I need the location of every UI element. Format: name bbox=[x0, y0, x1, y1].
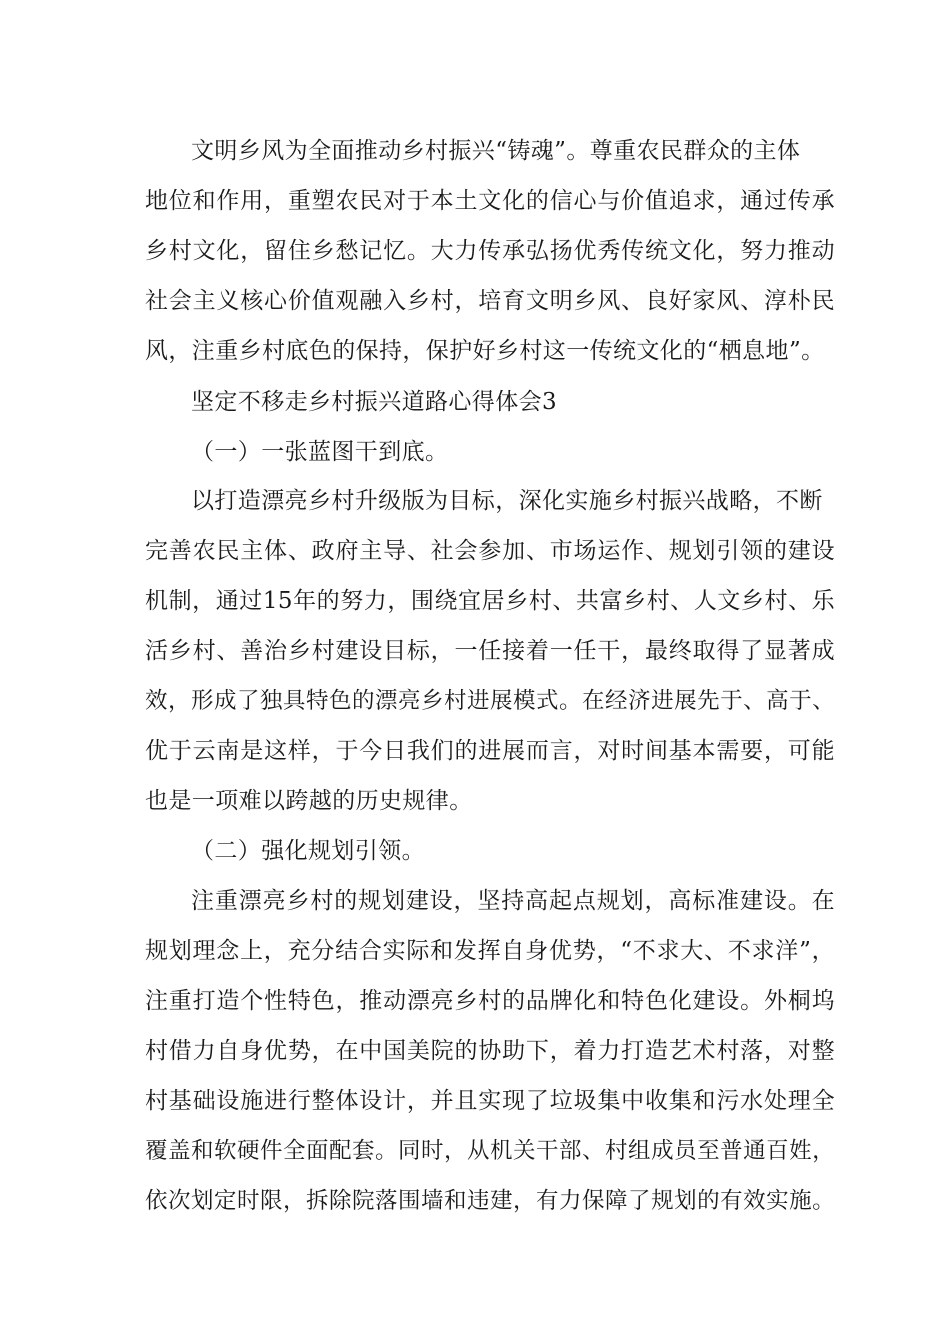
section-title: 坚定不移走乡村振兴道路心得体会3 bbox=[191, 389, 558, 415]
paragraph-1-line-2: 地位和作用，重塑农民对于本土文化的信心与价值追求，通过传承 bbox=[145, 188, 835, 214]
section-1-heading: （一）一张蓝图干到底。 bbox=[191, 439, 449, 465]
paragraph-2-line-5: 效，形成了独具特色的漂亮乡村进展模式。在经济进展先于、高于、 bbox=[145, 688, 835, 714]
paragraph-1-line-5: 风，注重乡村底色的保持，保护好乡村这一传统文化的“栖息地”。 bbox=[145, 338, 825, 364]
paragraph-3-line-4: 村借力自身优势，在中国美院的协助下，着力打造艺术村落，对整 bbox=[145, 1038, 835, 1064]
paragraph-1-line-1: 文明乡风为全面推动乡村振兴“铸魂”。尊重农民群众的主体 bbox=[191, 138, 801, 164]
paragraph-3-line-5: 村基础设施进行整体设计，并且实现了垃圾集中收集和污水处理全 bbox=[145, 1088, 835, 1114]
paragraph-3-line-6: 覆盖和软硬件全面配套。同时，从机关干部、村组成员至普通百姓， bbox=[145, 1138, 835, 1164]
paragraph-3-line-1: 注重漂亮乡村的规划建设，坚持高起点规划，高标准建设。在 bbox=[191, 888, 835, 914]
paragraph-1-line-4: 社会主义核心价值观融入乡村，培育文明乡风、良好家风、淳朴民 bbox=[145, 288, 835, 314]
paragraph-2-line-1: 以打造漂亮乡村升级版为目标，深化实施乡村振兴战略，不断 bbox=[191, 488, 823, 514]
section-2-heading: （二）强化规划引领。 bbox=[191, 838, 425, 864]
paragraph-2-line-4: 活乡村、善治乡村建设目标，一任接着一任干，最终取得了显著成 bbox=[145, 638, 835, 664]
paragraph-3-line-3: 注重打造个性特色，推动漂亮乡村的品牌化和特色化建设。外桐坞 bbox=[145, 988, 835, 1014]
paragraph-2-line-3: 机制，通过15年的努力，围绕宜居乡村、共富乡村、人文乡村、乐 bbox=[145, 588, 835, 614]
paragraph-2-line-7: 也是一项难以跨越的历史规律。 bbox=[145, 788, 473, 814]
paragraph-3-line-7: 依次划定时限，拆除院落围墙和违建，有力保障了规划的有效实施。 bbox=[145, 1188, 835, 1214]
paragraph-2-line-6: 优于云南是这样，于今日我们的进展而言，对时间基本需要，可能 bbox=[145, 738, 835, 764]
paragraph-3-line-2: 规划理念上，充分结合实际和发挥自身优势，“不求大、不求洋”， bbox=[145, 938, 835, 964]
paragraph-2-line-2: 完善农民主体、政府主导、社会参加、市场运作、规划引领的建设 bbox=[145, 538, 835, 564]
paragraph-1-line-3: 乡村文化，留住乡愁记忆。大力传承弘扬优秀传统文化，努力推动 bbox=[145, 238, 835, 264]
